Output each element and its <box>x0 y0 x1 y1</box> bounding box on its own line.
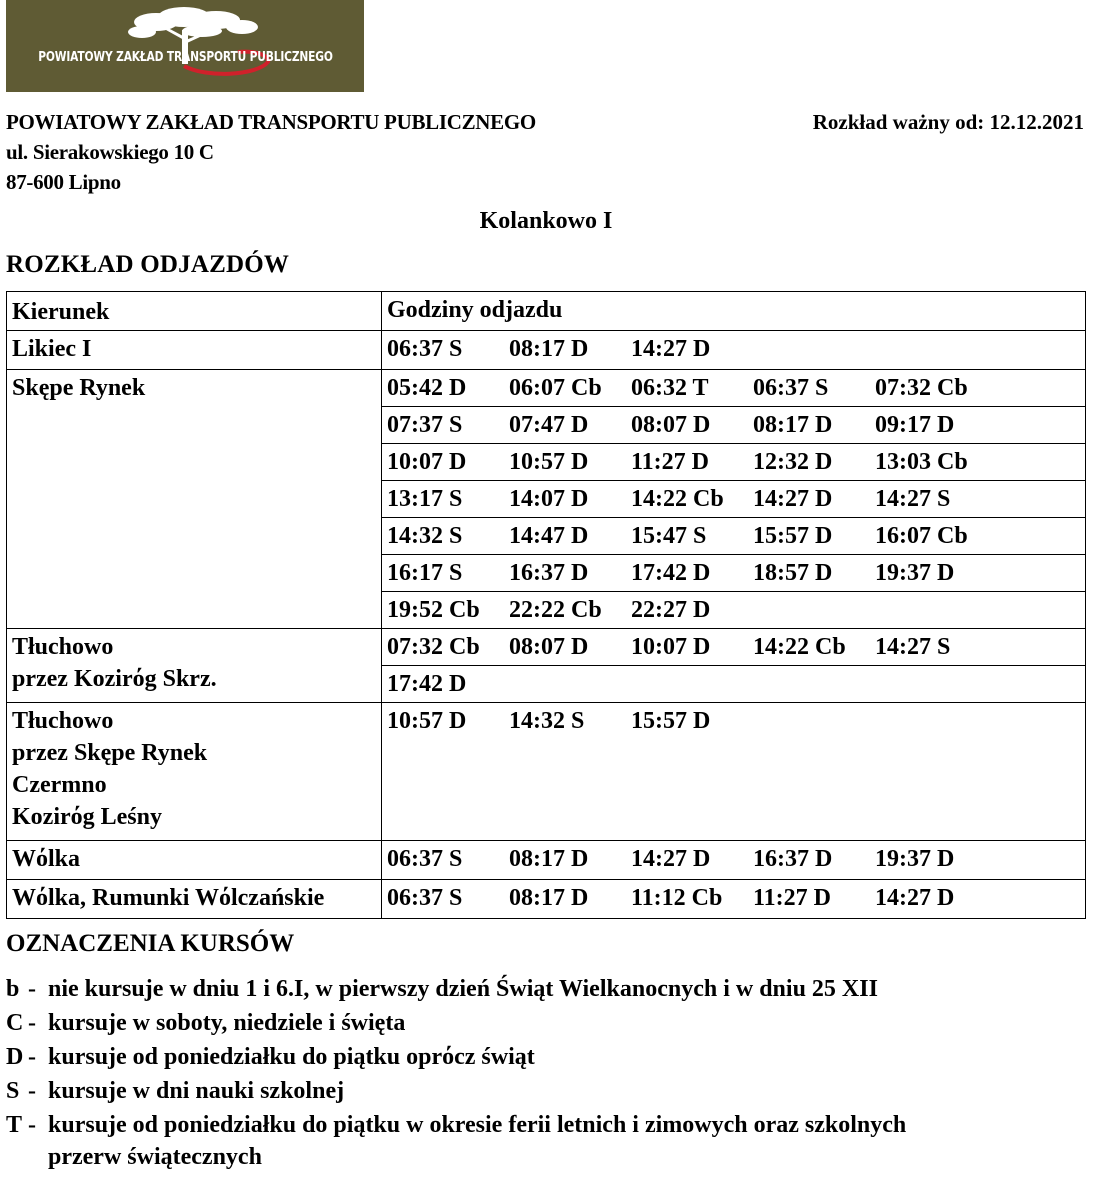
departure-time: 09:17 D <box>875 412 955 438</box>
departure-time: 10:57 D <box>387 708 467 734</box>
departure-time: 10:07 D <box>631 634 711 660</box>
direction-line: Wόlka, Rumunki Wόlczańskie <box>12 885 325 911</box>
departure-time: 14:27 D <box>753 486 833 512</box>
departure-time: 14:27 S <box>875 486 951 512</box>
legend-item <box>6 1074 906 1108</box>
legend-text: nie kursuje w dniu 1 i 6.I, w pierwszy dzień Świąt Wielkanocnych i w dniu 25 XII <box>48 976 878 1002</box>
departure-time: 14:27 D <box>631 336 711 362</box>
departure-time: 17:42 D <box>631 560 711 586</box>
legend-text: kursuje w soboty, niedziele i święta <box>48 1010 406 1036</box>
direction-cell <box>7 703 382 841</box>
times-cell <box>382 331 1086 370</box>
departure-time: 11:27 D <box>753 885 831 911</box>
departure-time: 19:52 Cb <box>387 597 480 623</box>
departure-time: 14:27 D <box>875 885 955 911</box>
legend-item <box>6 1108 906 1142</box>
times-cell <box>382 518 1086 555</box>
legend-code: C <box>6 1010 24 1036</box>
legend-code: b <box>6 976 20 1002</box>
legend-item <box>6 1040 906 1074</box>
legend-dash: - <box>28 1044 36 1070</box>
departure-time: 14:07 D <box>509 486 589 512</box>
departure-time: 07:32 Cb <box>875 375 968 401</box>
company-logo <box>6 0 364 92</box>
departure-time: 22:22 Cb <box>509 597 602 623</box>
table-row <box>7 703 1086 841</box>
departure-time: 08:17 D <box>509 336 589 362</box>
departure-time: 11:12 Cb <box>631 885 723 911</box>
departure-time: 19:37 D <box>875 846 955 872</box>
times-cell <box>382 407 1086 444</box>
stop-name: Kolankowo I <box>479 208 613 234</box>
legend-code: T <box>6 1112 23 1138</box>
departure-time: 08:17 D <box>753 412 833 438</box>
direction-line: przez Skępe Rynek <box>12 740 208 766</box>
valid-from: Rozkład ważny od: 12.12.2021 <box>812 110 1084 134</box>
departure-time: 11:27 D <box>631 449 709 475</box>
departure-time: 14:32 S <box>509 708 585 734</box>
departure-time: 06:37 S <box>387 885 463 911</box>
legend-code: S <box>6 1078 20 1104</box>
departure-time: 17:42 D <box>387 671 467 697</box>
company-city: 87-600 Lipno <box>6 170 121 194</box>
times-cell <box>382 703 1086 841</box>
direction-line: Wόlka <box>12 846 81 872</box>
times-cell <box>382 370 1086 407</box>
direction-cell <box>7 841 382 880</box>
header-direction: Kierunek <box>7 292 382 331</box>
table-row <box>7 370 1086 407</box>
company-street: ul. Sierakowskiego 10 C <box>6 140 214 164</box>
departure-time: 08:07 D <box>509 634 589 660</box>
departure-time: 14:47 D <box>509 523 589 549</box>
times-cell <box>382 555 1086 592</box>
departure-time: 16:07 Cb <box>875 523 968 549</box>
departure-time: 08:07 D <box>631 412 711 438</box>
departure-time: 15:57 D <box>753 523 833 549</box>
departure-time: 18:57 D <box>753 560 833 586</box>
legend-title: OZNACZENIA KURSÓW <box>6 930 295 957</box>
departure-time: 08:17 D <box>509 846 589 872</box>
times-cell <box>382 444 1086 481</box>
direction-line: Skępe Rynek <box>12 375 146 401</box>
departure-time: 19:37 D <box>875 560 955 586</box>
departure-time: 16:37 D <box>509 560 589 586</box>
departure-time: 06:37 S <box>753 375 829 401</box>
times-cell <box>382 880 1086 919</box>
departures-table <box>6 291 1086 919</box>
departure-time: 14:22 Cb <box>631 486 724 512</box>
table-header-row <box>7 292 1086 331</box>
legend-list <box>6 972 906 1174</box>
departure-time: 07:32 Cb <box>387 634 480 660</box>
legend-dash: - <box>28 1112 36 1138</box>
legend-item <box>6 972 906 1006</box>
tree-logo-icon <box>6 0 364 92</box>
direction-line: Tłuchowo <box>12 634 114 660</box>
legend-dash: - <box>28 1010 36 1036</box>
departure-time: 06:32 T <box>631 375 709 401</box>
logo-text: POWIATOWY ZAKŁAD TRANSPORTU PUBLICZNEGO <box>38 50 333 65</box>
times-cell <box>382 481 1086 518</box>
departure-time: 06:37 S <box>387 846 463 872</box>
times-cell <box>382 666 1086 703</box>
departure-time: 07:37 S <box>387 412 463 438</box>
departure-time: 22:27 D <box>631 597 711 623</box>
departure-time: 06:07 Cb <box>509 375 602 401</box>
times-cell <box>382 629 1086 666</box>
legend-text: kursuje od poniedziałku do piątku w okresie ferii letnich i zimowych oraz szkolnych <box>48 1112 907 1138</box>
direction-cell <box>7 370 382 629</box>
company-address <box>6 107 536 197</box>
direction-cell <box>7 331 382 370</box>
departure-time: 15:57 D <box>631 708 711 734</box>
direction-cell <box>7 629 382 703</box>
departure-time: 13:17 S <box>387 486 463 512</box>
legend-dash: - <box>28 976 36 1002</box>
direction-line: Kozirόg Leśny <box>12 804 162 830</box>
departure-time: 14:27 S <box>875 634 951 660</box>
departure-time: 14:27 D <box>631 846 711 872</box>
legend-code: D <box>6 1044 24 1070</box>
departure-time: 05:42 D <box>387 375 467 401</box>
section-title: ROZKŁAD ODJAZDÓW <box>6 251 290 278</box>
departure-time: 10:57 D <box>509 449 589 475</box>
departure-time: 06:37 S <box>387 336 463 362</box>
departure-time: 12:32 D <box>753 449 833 475</box>
legend-text: kursuje w dni nauki szkolnej <box>48 1078 345 1104</box>
times-cell <box>382 592 1086 629</box>
departure-time: 16:17 S <box>387 560 463 586</box>
departure-time: 07:47 D <box>509 412 589 438</box>
legend-item <box>6 1006 906 1040</box>
times-cell <box>382 841 1086 880</box>
departure-time: 13:03 Cb <box>875 449 968 475</box>
table-row <box>7 629 1086 666</box>
direction-line: przez Kozirόg Skrz. <box>12 666 217 692</box>
departure-time: 10:07 D <box>387 449 467 475</box>
direction-line: Czermno <box>12 772 107 798</box>
departure-time: 16:37 D <box>753 846 833 872</box>
departure-time: 15:47 S <box>631 523 707 549</box>
departure-time: 08:17 D <box>509 885 589 911</box>
legend-dash: - <box>28 1078 36 1104</box>
legend-text: kursuje od poniedziałku do piątku oprόcz świąt <box>48 1044 535 1070</box>
departure-time: 14:22 Cb <box>753 634 846 660</box>
direction-cell <box>7 880 382 919</box>
header-times: Godziny odjazdu <box>382 292 1086 331</box>
table-row <box>7 841 1086 880</box>
table-row <box>7 331 1086 370</box>
legend-text-continuation: przerw świątecznych <box>48 1144 262 1170</box>
direction-line: Tłuchowo <box>12 708 114 734</box>
table-row <box>7 880 1086 919</box>
direction-line: Likiec I <box>12 336 92 362</box>
company-name: POWIATOWY ZAKŁAD TRANSPORTU PUBLICZNEGO <box>6 110 536 134</box>
departure-time: 14:32 S <box>387 523 463 549</box>
